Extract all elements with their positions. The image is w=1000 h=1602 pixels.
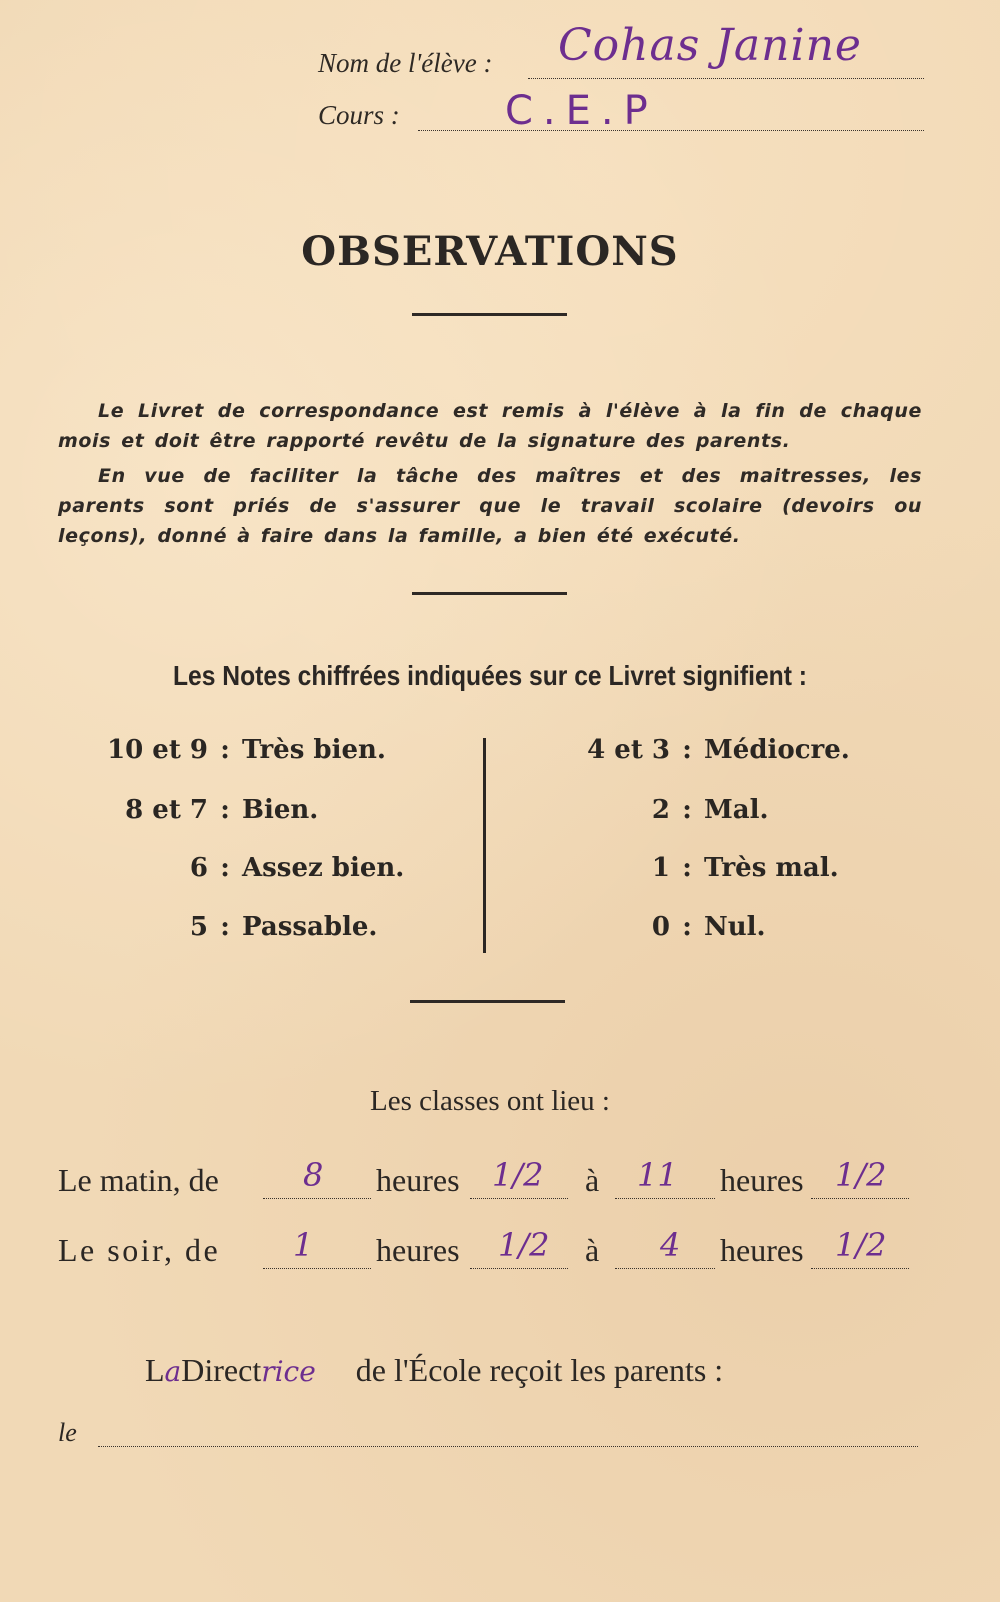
director-rest: de l'École reçoit les parents :: [355, 1352, 724, 1388]
director-prefix-printed: L: [145, 1352, 165, 1388]
director-word-printed: Direct: [181, 1352, 262, 1388]
schedule-row-morning: [58, 1156, 928, 1212]
hours-word: heures: [720, 1232, 804, 1268]
grade-meaning: Assez bien.: [242, 853, 405, 883]
grade-row: [58, 795, 318, 825]
grade-separator: :: [220, 795, 230, 825]
end-fraction-value: 1/2: [835, 1226, 887, 1264]
start-fraction-value: 1/2: [498, 1226, 550, 1264]
grade-separator: :: [220, 853, 230, 883]
director-word-handwritten: rice: [261, 1355, 316, 1388]
end-hour-value: 4: [660, 1226, 681, 1264]
grade-row: [58, 853, 404, 883]
grade-meaning: Nul.: [704, 912, 766, 942]
schedule-heading: Les classes ont lieu :: [369, 1085, 610, 1117]
grade-separator: :: [682, 795, 692, 825]
start-hour-value: 8: [303, 1156, 324, 1194]
grade-notes: 2: [651, 795, 670, 825]
grade-notes: 5: [189, 912, 208, 942]
start-hour-field[interactable]: [263, 1156, 371, 1199]
grade-row: [560, 735, 850, 765]
grade-meaning: Passable.: [242, 912, 378, 942]
end-fraction-field[interactable]: [811, 1226, 909, 1269]
grade-notes: 4 et 3: [587, 735, 670, 765]
course-label: Cours :: [318, 100, 400, 130]
course-value[interactable]: C.E.P: [505, 88, 658, 134]
end-fraction-field[interactable]: [811, 1156, 909, 1199]
grade-meaning: Bien.: [242, 795, 319, 825]
paragraph-text: Le Livret de correspondance est remis à l'élève à la fin de chaque mois et doit être rapporté revêtu de la signature des parents.: [58, 400, 922, 452]
grade-separator: :: [220, 735, 230, 765]
grade-notes: 0: [651, 912, 670, 942]
hours-word: heures: [376, 1162, 460, 1198]
divider: [410, 1000, 565, 1003]
grade-notes: 8 et 7: [125, 795, 208, 825]
start-fraction-value: 1/2: [492, 1156, 544, 1194]
schedule-row-evening: [58, 1226, 928, 1282]
schedule-label: Le soir, de: [58, 1232, 221, 1268]
divider: [412, 592, 567, 595]
divider: [412, 313, 567, 316]
hours-word: heures: [720, 1162, 804, 1198]
instruction-paragraph: [58, 396, 922, 456]
grade-separator: :: [220, 912, 230, 942]
grade-separator: :: [682, 853, 692, 883]
column-divider: [483, 738, 486, 953]
to-word: à: [585, 1162, 600, 1198]
page-title: OBSERVATIONS: [301, 228, 679, 275]
instruction-paragraph: [58, 461, 922, 551]
grade-meaning: Médiocre.: [704, 735, 850, 765]
student-name-label: Nom de l'élève :: [318, 48, 493, 78]
grade-row: [560, 853, 839, 883]
schedule-label: Le matin, de: [58, 1162, 219, 1198]
grades-heading: Les Notes chiffrées indiquées sur ce Livret signifient :: [173, 660, 807, 691]
end-fraction-value: 1/2: [835, 1156, 887, 1194]
grade-row: [560, 795, 769, 825]
grade-meaning: Très bien.: [242, 735, 386, 765]
date-label: le: [58, 1418, 77, 1447]
date-field[interactable]: [98, 1440, 918, 1447]
end-hour-value: 11: [637, 1156, 678, 1194]
grade-separator: :: [682, 912, 692, 942]
grade-row: [560, 912, 766, 942]
grade-separator: :: [682, 735, 692, 765]
paragraph-text: En vue de faciliter la tâche des maîtres et des maitresses, les parents sont priés de s'assurer que le travail scolaire (devoirs ou leçons), donné à faire dans la famille, a bien été exécuté.: [58, 465, 922, 547]
start-hour-field[interactable]: [263, 1226, 371, 1269]
student-name-value[interactable]: Cohas Janine: [558, 20, 862, 71]
grade-notes: 1: [651, 853, 670, 883]
start-fraction-field[interactable]: [470, 1226, 568, 1269]
hours-word: heures: [376, 1232, 460, 1268]
to-word: à: [585, 1232, 600, 1268]
end-hour-field[interactable]: [615, 1156, 715, 1199]
director-line: [145, 1352, 723, 1389]
grade-notes: 6: [189, 853, 208, 883]
start-fraction-field[interactable]: [470, 1156, 568, 1199]
grade-meaning: Très mal.: [704, 853, 839, 883]
grade-meaning: Mal.: [704, 795, 769, 825]
grade-notes: 10 et 9: [107, 735, 208, 765]
grade-row: [58, 912, 377, 942]
grade-row: [58, 735, 386, 765]
director-prefix-handwritten: a: [164, 1355, 182, 1388]
end-hour-field[interactable]: [615, 1226, 715, 1269]
start-hour-value: 1: [293, 1226, 314, 1264]
course-line: [418, 116, 924, 131]
